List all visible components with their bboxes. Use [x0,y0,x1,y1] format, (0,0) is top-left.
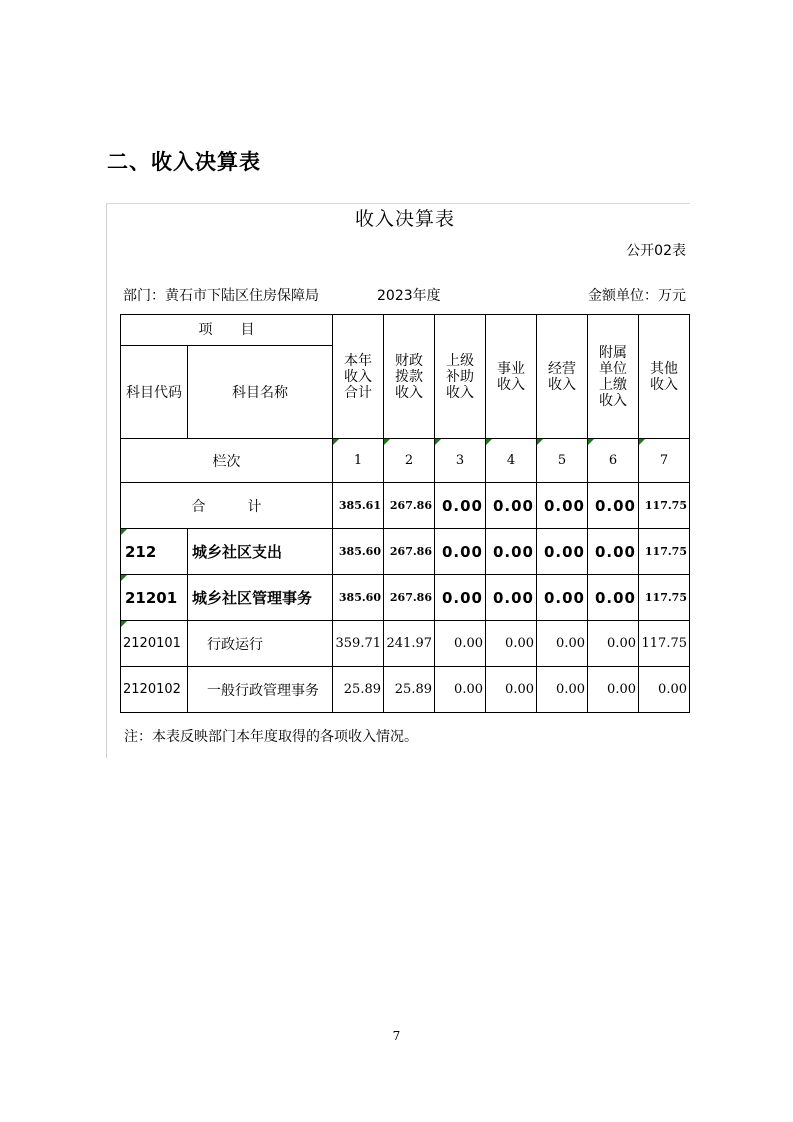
table-note: 注：本表反映部门本年度取得的各项收入情况。 [124,729,418,745]
department-label: 部门：黄石市下陆区住房保障局 [123,288,319,304]
value-cell: 117.75 [639,529,690,575]
value-cell: 0.00 [435,483,486,529]
value-cell: 0.00 [537,575,588,621]
header-affiliated: 附属单位上缴收入 [588,315,639,439]
value-cell: 0.00 [537,483,588,529]
subject-name: 城乡社区支出 [188,529,333,575]
value-cell: 0.00 [486,621,537,667]
value-cell: 267.86 [384,483,435,529]
revenue-table [120,314,690,713]
value-cell: 0.00 [486,483,537,529]
value-cell: 0.00 [588,483,639,529]
value-cell: 25.89 [384,667,435,713]
value-cell: 117.75 [639,621,690,667]
header-name: 科目名称 [188,346,333,439]
subject-name: 行政运行 [188,621,333,667]
col-index-cell: 6 [588,439,639,483]
value-cell: 0.00 [435,667,486,713]
col-index-cell: 7 [639,439,690,483]
subject-name: 一般行政管理事务 [188,667,333,713]
value-cell: 0.00 [588,621,639,667]
subject-code: 212 [121,529,188,575]
subject-code: 2120102 [121,667,188,713]
col-index-cell: 5 [537,439,588,483]
col-index-cell: 2 [384,439,435,483]
header-other: 其他收入 [639,315,690,439]
value-cell: 359.71 [333,621,384,667]
header-item: 项 目 [121,315,333,346]
value-cell: 267.86 [384,575,435,621]
total-label: 合 计 [121,483,333,529]
col-index-cell: 4 [486,439,537,483]
value-cell: 0.00 [537,529,588,575]
page-number: 7 [392,1029,401,1043]
subject-code: 21201 [121,575,188,621]
value-cell: 0.00 [588,667,639,713]
value-cell: 241.97 [384,621,435,667]
total-row [121,483,690,529]
value-cell: 385.60 [333,575,384,621]
value-cell: 0.00 [537,667,588,713]
value-cell: 0.00 [486,575,537,621]
value-cell: 0.00 [486,667,537,713]
frame-border-left [106,203,107,758]
table-row [121,575,690,621]
table-row [121,529,690,575]
col-index-cell: 1 [333,439,384,483]
table-row [121,621,690,667]
header-code: 科目代码 [121,346,188,439]
value-cell: 117.75 [639,575,690,621]
table-row [121,667,690,713]
table-title: 收入决算表 [354,208,455,230]
value-cell: 0.00 [486,529,537,575]
value-cell: 0.00 [435,621,486,667]
year-label: 2023年度 [377,288,441,304]
value-cell: 117.75 [639,483,690,529]
value-cell: 385.61 [333,483,384,529]
subject-code: 2120101 [121,621,188,667]
unit-label: 金额单位：万元 [588,288,686,304]
header-superior: 上级补助收入 [435,315,486,439]
value-cell: 25.89 [333,667,384,713]
section-heading: 二、收入决算表 [107,150,261,174]
value-cell: 0.00 [588,529,639,575]
header-total: 本年收入合计 [333,315,384,439]
header-business: 事业收入 [486,315,537,439]
header-fiscal: 财政拨款收入 [384,315,435,439]
value-cell: 0.00 [537,621,588,667]
meta-row [123,285,686,303]
value-cell: 0.00 [435,529,486,575]
header-operating: 经营收入 [537,315,588,439]
value-cell: 0.00 [435,575,486,621]
value-cell: 0.00 [639,667,690,713]
value-cell: 0.00 [588,575,639,621]
form-number: 公开02表 [626,243,686,259]
col-index-cell: 3 [435,439,486,483]
value-cell: 267.86 [384,529,435,575]
col-index-label: 栏次 [121,439,333,483]
subject-name: 城乡社区管理事务 [188,575,333,621]
value-cell: 385.60 [333,529,384,575]
